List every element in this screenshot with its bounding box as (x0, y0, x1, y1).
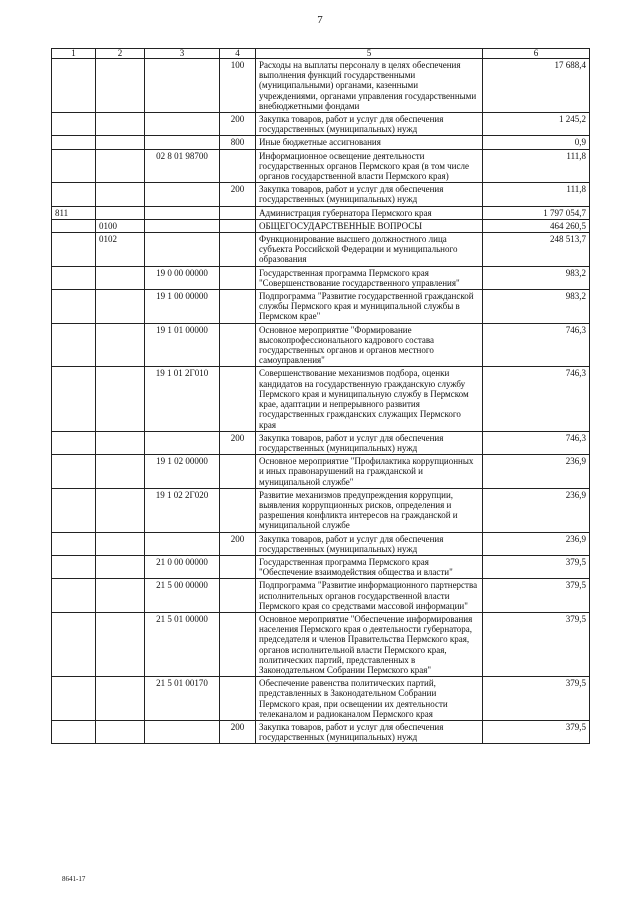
target-article-code (145, 113, 220, 136)
target-article-code: 19 0 00 00000 (145, 266, 220, 289)
expense-type-code (220, 233, 256, 267)
section-code (96, 431, 145, 454)
target-article-code (145, 59, 220, 113)
section-code (96, 612, 145, 676)
expense-type-code (220, 367, 256, 431)
amount: 17 688,4 (483, 59, 590, 113)
expense-name: Иные бюджетные ассигнования (256, 136, 483, 149)
table-row (52, 677, 590, 721)
ministry-code (52, 136, 96, 149)
target-article-code: 21 5 00 00000 (145, 579, 220, 613)
expense-name: Развитие механизмов предупреждения коррупции, выявления коррупционных рисков, определения и разрешения конфликта интересов на гражданской и муниципальной службе (256, 488, 483, 532)
expense-type-code: 200 (220, 532, 256, 555)
table-row (52, 149, 590, 183)
target-article-code: 21 0 00 00000 (145, 555, 220, 578)
table-row (52, 290, 590, 324)
expense-type-code (220, 677, 256, 721)
target-article-code (145, 219, 220, 232)
table-row (52, 183, 590, 206)
section-code (96, 677, 145, 721)
section-code (96, 59, 145, 113)
section-code (96, 206, 145, 219)
expense-name: Подпрограмма "Развитие информационного партнерства исполнительных органов государственной власти Пермского края со средствами массовой информации" (256, 579, 483, 613)
amount: 464 260,5 (483, 219, 590, 232)
ministry-code (52, 488, 96, 532)
table-row (52, 206, 590, 219)
footer-code: 8641-17 (62, 875, 86, 883)
section-code (96, 455, 145, 489)
section-code (96, 532, 145, 555)
ministry-code (52, 266, 96, 289)
ministry-code (52, 290, 96, 324)
expense-name: Основное мероприятие "Формирование высокопрофессионального кадрового состава государственных органов и органов местного самоуправления" (256, 323, 483, 367)
section-code: 0100 (96, 219, 145, 232)
target-article-code: 19 1 01 00000 (145, 323, 220, 367)
expense-type-code (220, 219, 256, 232)
section-code (96, 149, 145, 183)
table-row (52, 367, 590, 431)
expense-type-code (220, 612, 256, 676)
expense-name: Государственная программа Пермского края "Совершенствование государственного управления" (256, 266, 483, 289)
amount: 746,3 (483, 431, 590, 454)
amount: 379,5 (483, 677, 590, 721)
section-code (96, 290, 145, 324)
expense-name: Закупка товаров, работ и услуг для обеспечения государственных (муниципальных) нужд (256, 720, 483, 743)
section-code (96, 555, 145, 578)
target-article-code: 21 5 01 00170 (145, 677, 220, 721)
target-article-code: 02 8 01 98700 (145, 149, 220, 183)
table-row (52, 431, 590, 454)
amount: 0,9 (483, 136, 590, 149)
target-article-code (145, 720, 220, 743)
amount: 379,5 (483, 555, 590, 578)
amount: 111,8 (483, 183, 590, 206)
expense-name: Закупка товаров, работ и услуг для обеспечения государственных (муниципальных) нужд (256, 532, 483, 555)
table-row (52, 266, 590, 289)
table-row (52, 488, 590, 532)
expense-name: Подпрограмма "Развитие государственной гражданской службы Пермского края и муниципальной службы в Пермском крае" (256, 290, 483, 324)
expense-type-code: 100 (220, 59, 256, 113)
expense-name: Закупка товаров, работ и услуг для обеспечения государственных (муниципальных) нужд (256, 431, 483, 454)
expense-type-code: 200 (220, 113, 256, 136)
expense-name: Совершенствование механизмов подбора, оценки кандидатов на государственную гражданскую службу Пермского края и муниципальную службу в Пермском крае, адаптации и непрерывного развития государственных гражданских служащих Пермского края (256, 367, 483, 431)
ministry-code (52, 367, 96, 431)
table-row (52, 219, 590, 232)
expense-type-code: 200 (220, 431, 256, 454)
table-row (52, 113, 590, 136)
expense-name: Основное мероприятие "Обеспечение информирования населения Пермского края о деятельности губернатора, председателя и членов Правительства Пермского края, органов исполнительной власти Пермского края, политических партий, представленных в Законодательном Собрании Пермского края" (256, 612, 483, 676)
ministry-code (52, 555, 96, 578)
col-header-5: 5 (256, 49, 483, 59)
ministry-code (52, 720, 96, 743)
target-article-code (145, 136, 220, 149)
amount: 983,2 (483, 290, 590, 324)
section-code (96, 488, 145, 532)
expense-type-code: 200 (220, 183, 256, 206)
target-article-code: 19 1 02 2Г020 (145, 488, 220, 532)
expense-type-code (220, 149, 256, 183)
expense-type-code (220, 206, 256, 219)
table-row (52, 720, 590, 743)
ministry-code (52, 455, 96, 489)
ministry-code (52, 183, 96, 206)
expense-name: Информационное освещение деятельности государственных органов Пермского края (в том числе органов государственной власти Пермского края) (256, 149, 483, 183)
col-header-1: 1 (52, 49, 96, 59)
col-header-4: 4 (220, 49, 256, 59)
ministry-code (52, 233, 96, 267)
col-header-3: 3 (145, 49, 220, 59)
expense-name: Функционирование высшего должностного лица субъекта Российской Федерации и муниципального образования (256, 233, 483, 267)
expense-name: Администрация губернатора Пермского края (256, 206, 483, 219)
section-code: 0102 (96, 233, 145, 267)
expense-name: ОБЩЕГОСУДАРСТВЕННЫЕ ВОПРОСЫ (256, 219, 483, 232)
ministry-code (52, 612, 96, 676)
amount: 379,5 (483, 720, 590, 743)
col-header-2: 2 (96, 49, 145, 59)
amount: 248 513,7 (483, 233, 590, 267)
amount: 236,9 (483, 488, 590, 532)
amount: 1 245,2 (483, 113, 590, 136)
ministry-code (52, 323, 96, 367)
amount: 236,9 (483, 532, 590, 555)
expense-type-code (220, 555, 256, 578)
expense-type-code (220, 455, 256, 489)
page-number: 7 (317, 14, 323, 26)
ministry-code (52, 149, 96, 183)
table-row (52, 532, 590, 555)
target-article-code (145, 183, 220, 206)
expense-type-code (220, 579, 256, 613)
table-row (52, 323, 590, 367)
table-row (52, 612, 590, 676)
expense-name: Расходы на выплаты персоналу в целях обеспечения выполнения функций государственными (муниципальными) органами, казенными учреждениями, органами управления государственными внебюджетными фондами (256, 59, 483, 113)
ministry-code: 811 (52, 206, 96, 219)
target-article-code (145, 431, 220, 454)
expense-type-code (220, 266, 256, 289)
table-row (52, 455, 590, 489)
target-article-code (145, 206, 220, 219)
ministry-code (52, 532, 96, 555)
ministry-code (52, 113, 96, 136)
table-row (52, 555, 590, 578)
ministry-code (52, 59, 96, 113)
expense-name: Основное мероприятие "Профилактика коррупционных и иных правонарушений на гражданской и муниципальной службе" (256, 455, 483, 489)
section-code (96, 323, 145, 367)
table-row (52, 59, 590, 113)
target-article-code: 19 1 01 2Г010 (145, 367, 220, 431)
target-article-code (145, 532, 220, 555)
expense-type-code: 800 (220, 136, 256, 149)
section-code (96, 113, 145, 136)
section-code (96, 136, 145, 149)
ministry-code (52, 219, 96, 232)
expense-name: Закупка товаров, работ и услуг для обеспечения государственных (муниципальных) нужд (256, 183, 483, 206)
expense-type-code (220, 488, 256, 532)
target-article-code: 19 1 02 00000 (145, 455, 220, 489)
amount: 983,2 (483, 266, 590, 289)
ministry-code (52, 579, 96, 613)
amount: 379,5 (483, 612, 590, 676)
expense-name: Государственная программа Пермского края "Обеспечение взаимодействия общества и власти" (256, 555, 483, 578)
amount: 746,3 (483, 323, 590, 367)
section-code (96, 720, 145, 743)
header-row (52, 49, 590, 59)
amount: 1 797 054,7 (483, 206, 590, 219)
target-article-code (145, 233, 220, 267)
amount: 111,8 (483, 149, 590, 183)
ministry-code (52, 677, 96, 721)
target-article-code: 19 1 00 00000 (145, 290, 220, 324)
amount: 379,5 (483, 579, 590, 613)
amount: 746,3 (483, 367, 590, 431)
ministry-code (52, 431, 96, 454)
section-code (96, 579, 145, 613)
budget-table (51, 48, 590, 744)
expense-name: Закупка товаров, работ и услуг для обеспечения государственных (муниципальных) нужд (256, 113, 483, 136)
col-header-6: 6 (483, 49, 590, 59)
section-code (96, 266, 145, 289)
table-row (52, 579, 590, 613)
expense-type-code (220, 290, 256, 324)
table-row (52, 233, 590, 267)
section-code (96, 183, 145, 206)
expense-type-code (220, 323, 256, 367)
section-code (96, 367, 145, 431)
expense-name: Обеспечение равенства политических партий, представленных в Законодательном Собрании Пермского края, при освещении их деятельности телеканалом и радиоканалом Пермского края (256, 677, 483, 721)
expense-type-code: 200 (220, 720, 256, 743)
table-row (52, 136, 590, 149)
amount: 236,9 (483, 455, 590, 489)
target-article-code: 21 5 01 00000 (145, 612, 220, 676)
